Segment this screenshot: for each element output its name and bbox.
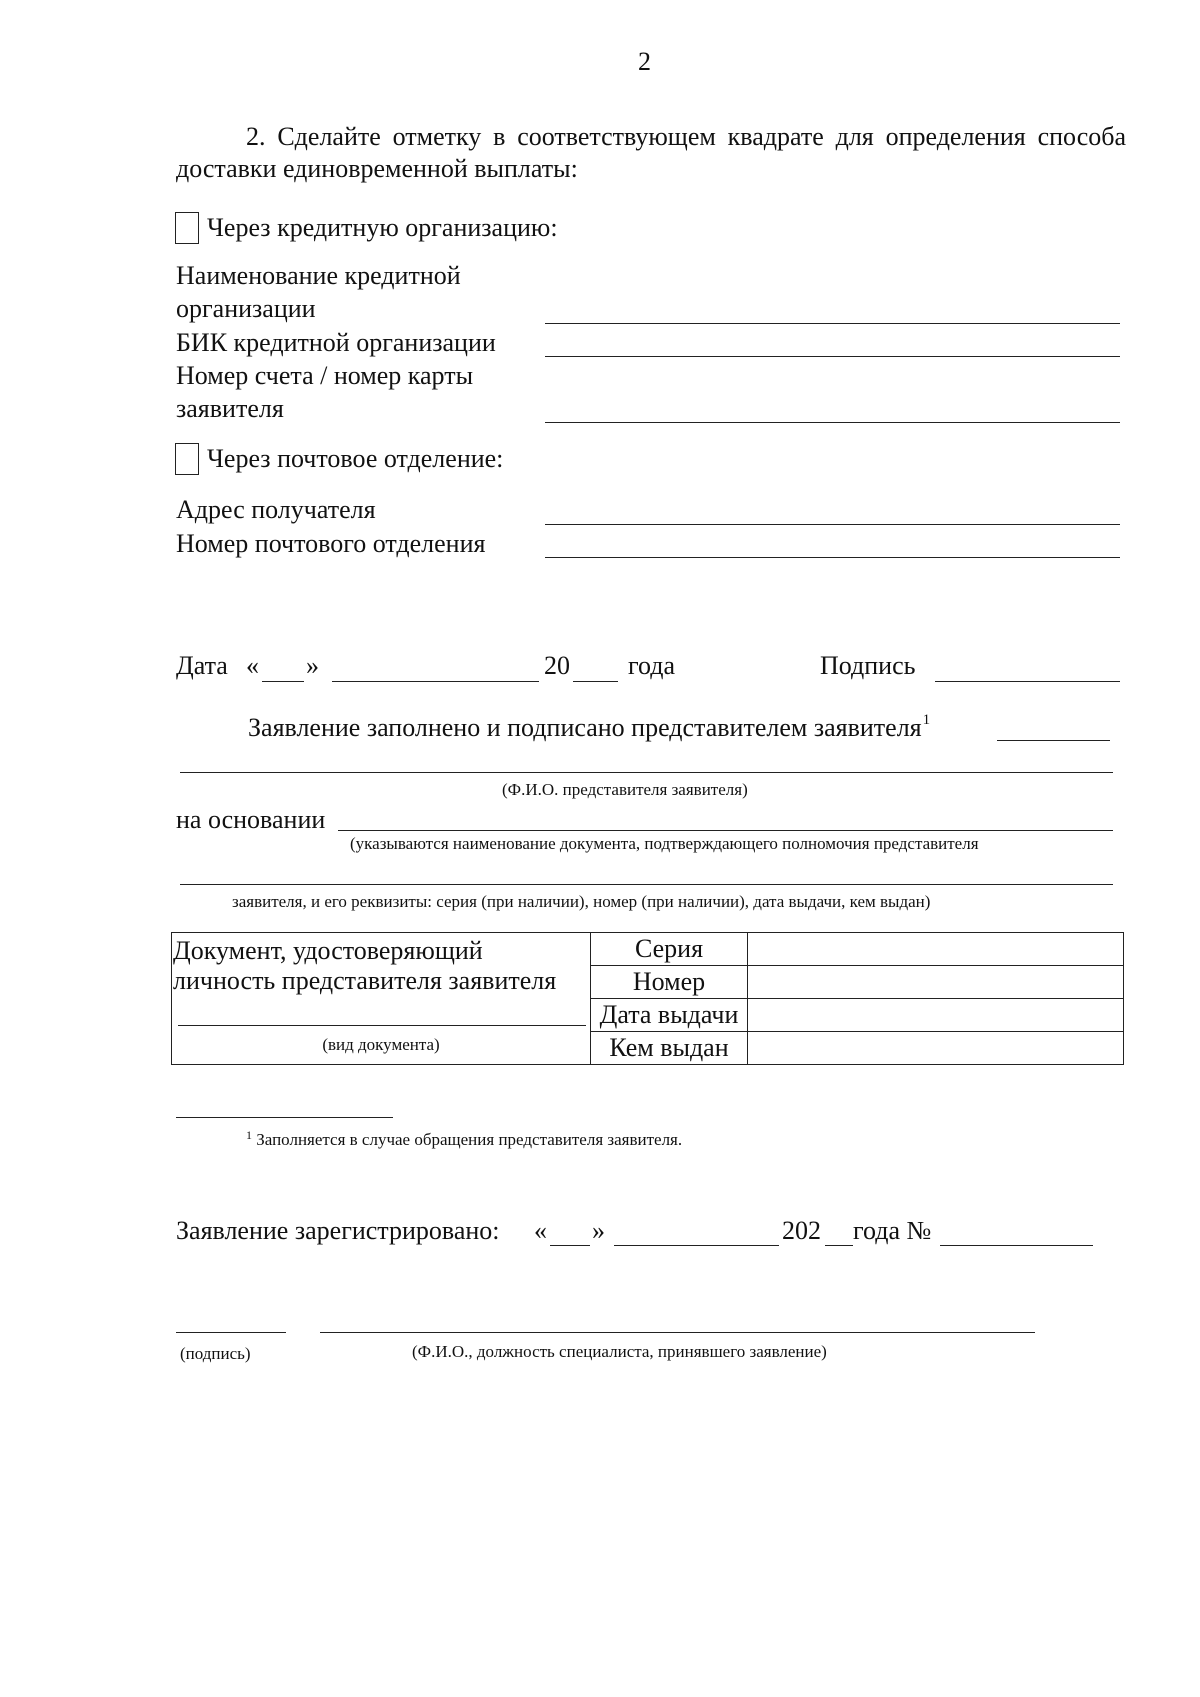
representative-text [248, 712, 930, 748]
registration-day-field[interactable] [550, 1245, 590, 1246]
date-label: Дата [176, 651, 228, 680]
registration-label: Заявление зарегистрировано: [176, 1216, 500, 1245]
date-open-quote: « [246, 651, 259, 680]
series-value[interactable] [748, 933, 1124, 966]
recipient-address-field[interactable] [545, 524, 1120, 525]
id-document-title-line2: личность представителя заявителя [173, 966, 557, 995]
signature-label: Подпись [820, 651, 916, 680]
id-document-title [173, 936, 587, 996]
bik-label: БИК кредитной организации [176, 328, 496, 357]
registration-month-field[interactable] [614, 1245, 779, 1246]
post-office-number-field[interactable] [545, 557, 1120, 558]
credit-option-label: Через кредитную организацию: [207, 213, 558, 242]
basis-field[interactable] [338, 830, 1113, 831]
representative-field-end[interactable] [997, 740, 1110, 741]
credit-name-label-line2: организации [176, 294, 316, 323]
representative-fio-field[interactable] [180, 772, 1113, 773]
date-close-quote: » [306, 651, 319, 680]
intro-paragraph [176, 121, 1126, 185]
post-office-number-label: Номер почтового отделения [176, 529, 486, 558]
registration-open-quote: « [534, 1216, 547, 1245]
post-option-checkbox[interactable] [175, 443, 199, 475]
registration-year-prefix: 202 [782, 1216, 821, 1245]
registration-year-field[interactable] [825, 1245, 853, 1246]
basis-label: на основании [176, 805, 326, 834]
credit-option-checkbox[interactable] [175, 212, 199, 244]
series-label: Серия [591, 933, 748, 966]
issue-date-value[interactable] [748, 999, 1124, 1032]
registration-number-field[interactable] [940, 1245, 1093, 1246]
footnote [246, 1130, 682, 1151]
page-number: 2 [638, 47, 651, 76]
date-year-prefix: 20 [544, 651, 570, 680]
footnote-mark: 1 [922, 712, 931, 728]
credit-name-label-line1: Наименование кредитной [176, 261, 461, 290]
registration-signature-field[interactable] [176, 1332, 286, 1333]
id-document-table [171, 932, 1124, 1065]
date-month-field[interactable] [332, 681, 539, 682]
intro-text: Сделайте отметку в соответствующем квадрате для определения способа доставки единовременной выплаты: [176, 122, 1126, 183]
number-label: Номер [591, 966, 748, 999]
representative-text-body: Заявление заполнено и подписано представителем заявителя [248, 713, 922, 742]
issued-by-label: Кем выдан [591, 1032, 748, 1065]
account-label-line1: Номер счета / номер карты [176, 361, 474, 390]
footnote-text: Заполняется в случае обращения представителя заявителя. [256, 1130, 683, 1149]
date-year-suffix: года [628, 651, 676, 680]
registration-year-suffix: года № [853, 1216, 932, 1245]
issue-date-label: Дата выдачи [591, 999, 748, 1032]
basis-caption-1: (указываются наименование документа, подтверждающего полномочия представителя [350, 834, 979, 853]
id-document-title-line1: Документ, удостоверяющий [173, 936, 483, 965]
account-field[interactable] [545, 422, 1120, 423]
number-value[interactable] [748, 966, 1124, 999]
registration-signature-caption: (подпись) [180, 1344, 251, 1363]
date-day-field[interactable] [262, 681, 304, 682]
signature-field[interactable] [935, 681, 1120, 682]
registration-close-quote: » [592, 1216, 605, 1245]
representative-fio-caption: (Ф.И.О. представителя заявителя) [502, 780, 748, 799]
id-document-type-field[interactable] [178, 1025, 586, 1026]
bik-field[interactable] [545, 356, 1120, 357]
basis-field-2[interactable] [180, 884, 1113, 885]
id-document-type-caption: (вид документа) [322, 1035, 440, 1054]
registration-specialist-caption: (Ф.И.О., должность специалиста, принявшего заявление) [412, 1342, 827, 1361]
issued-by-value[interactable] [748, 1032, 1124, 1065]
account-label-line2: заявителя [176, 394, 284, 423]
post-option-label: Через почтовое отделение: [207, 444, 504, 473]
registration-specialist-field[interactable] [320, 1332, 1035, 1333]
intro-number: 2. [246, 122, 266, 151]
recipient-address-label: Адрес получателя [176, 495, 376, 524]
footnote-separator [176, 1117, 393, 1118]
date-year-field[interactable] [573, 681, 618, 682]
credit-name-field[interactable] [545, 323, 1120, 324]
footnote-number: 1 [246, 1128, 252, 1142]
basis-caption-2: заявителя, и его реквизиты: серия (при наличии), номер (при наличии), дата выдачи, кем выдан) [232, 892, 931, 911]
id-document-title-cell [172, 933, 591, 1065]
